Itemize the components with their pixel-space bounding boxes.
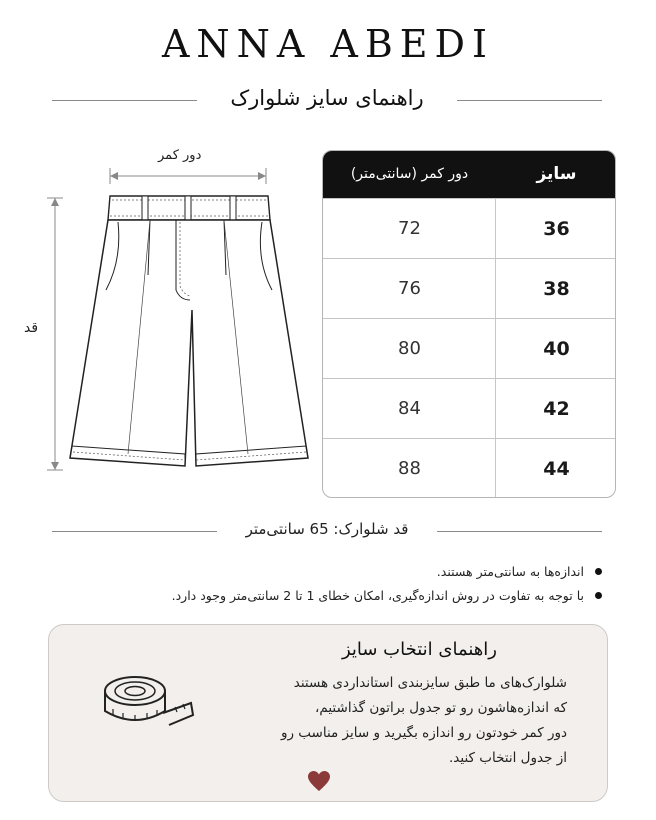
list-item [40, 562, 606, 586]
page-title-row [52, 86, 602, 116]
table-row [323, 198, 616, 258]
list-item [40, 586, 606, 610]
size-cell: 40 [543, 338, 570, 360]
header-waist: دور کمر (سانتی‌متر) [350, 166, 469, 182]
shorts-drawing-icon [0, 140, 320, 490]
table-header [323, 151, 616, 198]
length-divider-right [437, 531, 602, 532]
guide-line: شلوارک‌های ما طبق سایزبندی استانداردی هستند [293, 675, 567, 691]
bullet-icon [595, 592, 602, 599]
guide-line: که اندازه‌هاشون رو تو جدول براتون گذاشتیم، [315, 700, 567, 716]
measuring-tape-icon [99, 667, 199, 737]
table-row [323, 438, 616, 498]
waist-cell: 84 [398, 398, 421, 419]
waist-cell: 72 [398, 218, 421, 239]
waist-cell: 76 [398, 278, 421, 299]
guide-line: دور کمر خودتون رو اندازه بگیرید و سایز مناسب رو [280, 725, 567, 741]
size-cell: 44 [543, 458, 570, 480]
waist-cell: 88 [398, 458, 421, 479]
guide-title: راهنمای انتخاب سایز [341, 639, 497, 660]
size-guide-card [48, 624, 608, 802]
shorts-diagram [0, 140, 320, 490]
notes-list [40, 562, 606, 610]
table-row [323, 258, 616, 318]
length-dimension-label: قد [24, 320, 39, 336]
table-row [323, 378, 616, 438]
heart-icon [307, 770, 331, 792]
size-table [322, 150, 616, 498]
guide-body [207, 671, 567, 771]
note-text: با توجه به تفاوت در روش اندازه‌گیری، امکان خطای 1 تا 2 سانتی‌متر وجود دارد. [171, 588, 584, 603]
header-size: سایز [536, 164, 577, 184]
table-row [323, 318, 616, 378]
size-cell: 36 [543, 218, 570, 240]
waist-cell: 80 [398, 338, 421, 359]
guide-line: از جدول انتخاب کنید. [449, 750, 567, 766]
page-title: راهنمای سایز شلوارک [230, 86, 424, 110]
brand-logo: ANNA ABEDI [161, 22, 495, 66]
size-cell: 38 [543, 278, 570, 300]
waist-dimension-label: دور کمر [158, 148, 202, 163]
note-text: اندازه‌ها به سانتی‌متر هستند. [436, 564, 584, 579]
size-cell: 42 [543, 398, 570, 420]
length-note: قد شلوارک: 65 سانتی‌متر [245, 520, 409, 538]
title-divider-right [457, 100, 602, 101]
length-note-row [52, 518, 602, 546]
bullet-icon [595, 568, 602, 575]
